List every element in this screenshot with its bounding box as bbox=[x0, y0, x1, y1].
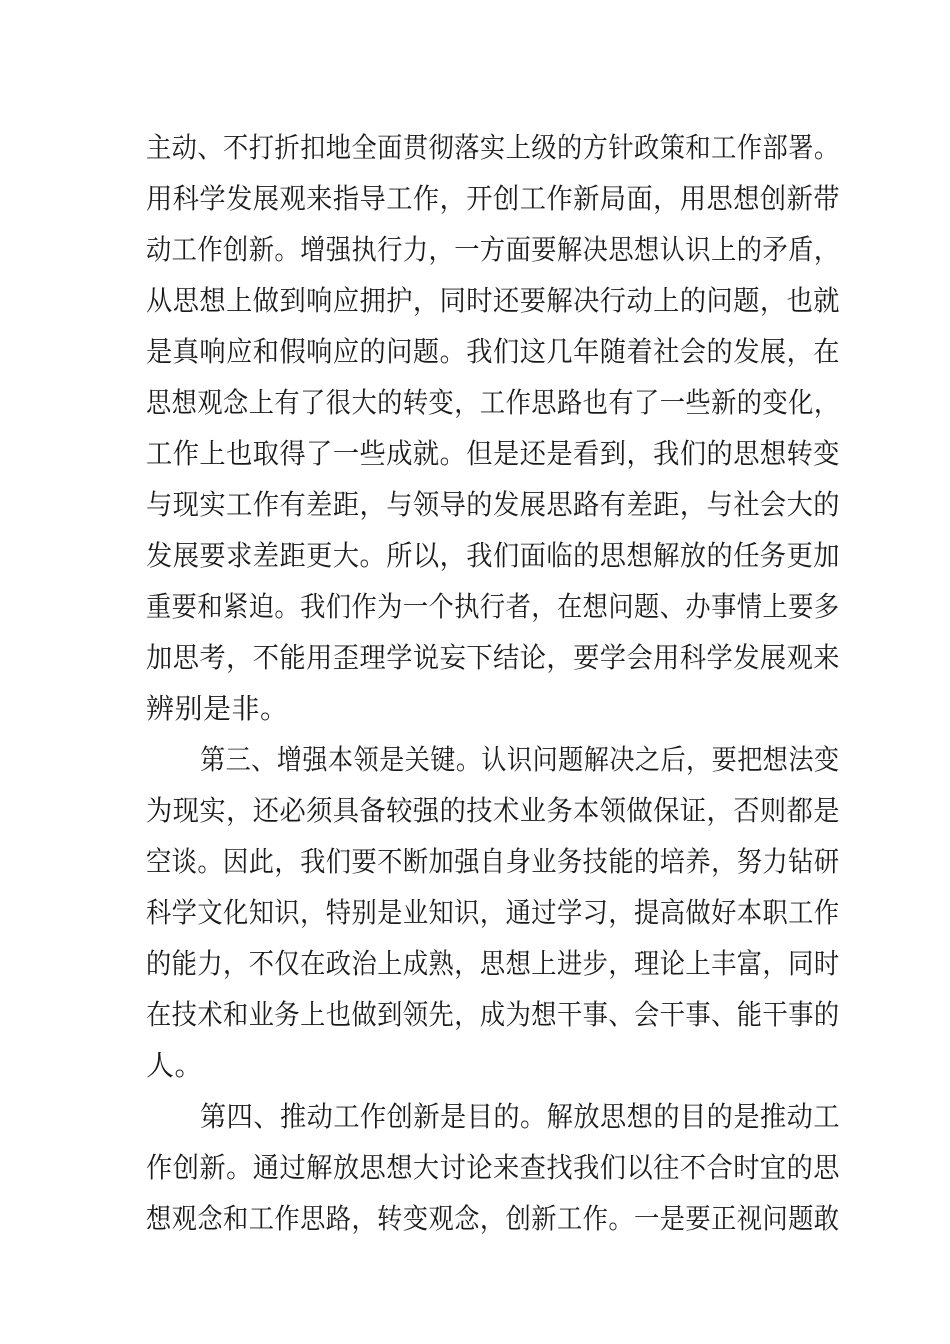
text-line: 想观念和工作思路，转变观念，创新工作。一是要正视问题敢 bbox=[146, 1202, 840, 1235]
paragraph-start-line: 第三、增强本领是关键。认识问题解决之后，要把想法变 bbox=[200, 743, 840, 776]
text-line: 作创新。通过解放思想大讨论来查找我们以往不合时宜的思 bbox=[146, 1151, 841, 1184]
text-line: 从思想上做到响应拥护，同时还要解决行动上的问题，也就 bbox=[146, 284, 841, 317]
text-line: 在技术和业务上也做到领先，成为想干事、会干事、能干事的 bbox=[146, 998, 840, 1031]
text-line: 辨别是非。 bbox=[146, 692, 289, 725]
text-line: 是真响应和假响应的问题。我们这几年随着社会的发展，在 bbox=[146, 335, 841, 368]
text-line: 主动、不打折扣地全面贯彻落实上级的方针政策和工作部署。 bbox=[146, 131, 840, 164]
paragraph-start-line: 第四、推动工作创新是目的。解放思想的目的是推动工 bbox=[200, 1100, 841, 1133]
text-line: 的能力，不仅在政治上成熟，思想上进步，理论上丰富，同时 bbox=[146, 947, 840, 980]
text-line: 人。 bbox=[146, 1049, 204, 1082]
text-line: 用科学发展观来指导工作，开创工作新局面，用思想创新带 bbox=[146, 182, 841, 215]
text-line: 重要和紧迫。我们作为一个执行者，在想问题、办事情上要多 bbox=[146, 590, 840, 623]
text-line: 发展要求差距更大。所以，我们面临的思想解放的任务更加 bbox=[146, 539, 841, 572]
text-line: 为现实，还必须具备较强的技术业务本领做保证，否则都是 bbox=[146, 794, 841, 827]
text-line: 思想观念上有了很大的转变，工作思路也有了一些新的变化， bbox=[146, 386, 840, 419]
text-line: 动工作创新。增强执行力，一方面要解决思想认识上的矛盾， bbox=[146, 233, 840, 266]
text-line: 加思考，不能用歪理学说妄下结论，要学会用科学发展观来 bbox=[146, 641, 841, 674]
text-line: 与现实工作有差距，与领导的发展思路有差距，与社会大的 bbox=[146, 488, 841, 521]
text-line: 空谈。因此，我们要不断加强自身业务技能的培养，努力钻研 bbox=[146, 845, 840, 878]
text-line: 科学文化知识，特别是业知识，通过学习，提高做好本职工作 bbox=[146, 896, 840, 929]
text-line: 工作上也取得了一些成就。但是还是看到，我们的思想转变 bbox=[146, 437, 841, 470]
